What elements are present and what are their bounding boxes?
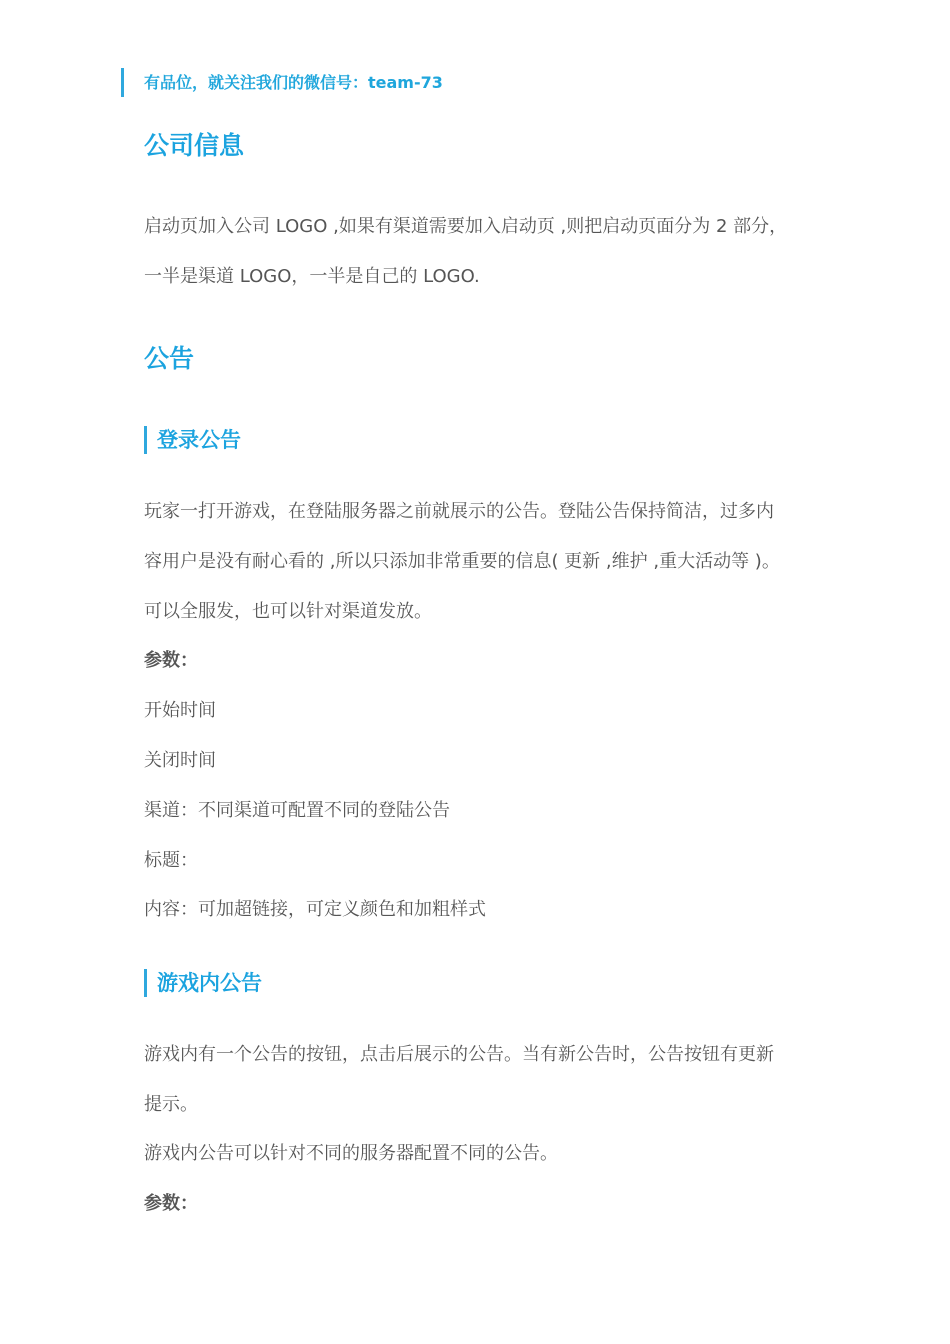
company-info-heading: 公司信息 <box>144 131 245 160</box>
login-notice-line-2: 容用户是没有耐心看的 ,所以只添加非常重要的信息( 更新 ,维护 ,重大活动等 )。 <box>144 551 780 572</box>
ingame-notice-line-3: 游戏内公告可以针对不同的服务器配置不同的公告。 <box>144 1143 558 1164</box>
login-param-start-time: 开始时间 <box>144 700 216 721</box>
company-info-line-1: 启动页加入公司 LOGO ,如果有渠道需要加入启动页 ,则把启动页面分为 2 部分， <box>144 216 788 237</box>
ingame-notice-line-2: 提示。 <box>144 1094 198 1115</box>
top-note-bar <box>121 68 124 97</box>
ingame-notice-line-1: 游戏内有一个公告的按钮，点击后展示的公告。当有新公告时，公告按钮有更新 <box>144 1044 774 1065</box>
login-params-label: 参数： <box>144 650 198 671</box>
login-param-content: 内容：可加超链接，可定义颜色和加粗样式 <box>144 899 486 920</box>
login-param-close-time: 关闭时间 <box>144 750 216 771</box>
ingame-notice-heading-bar <box>144 969 147 997</box>
login-notice-line-3: 可以全服发，也可以针对渠道发放。 <box>144 601 432 622</box>
login-notice-line-1: 玩家一打开游戏，在登陆服务器之前就展示的公告。登陆公告保持简洁，过多内 <box>144 501 774 522</box>
login-param-title: 标题： <box>144 850 198 871</box>
ingame-params-label: 参数： <box>144 1193 198 1214</box>
top-note: 有品位，就关注我们的微信号：team-73 <box>144 73 443 92</box>
company-info-line-2: 一半是渠道 LOGO，一半是自己的 LOGO. <box>144 266 480 287</box>
login-notice-heading-bar <box>144 426 147 454</box>
login-param-channel: 渠道：不同渠道可配置不同的登陆公告 <box>144 800 450 821</box>
notice-heading: 公告 <box>144 344 195 373</box>
ingame-notice-title: 游戏内公告 <box>157 971 262 995</box>
login-notice-title: 登录公告 <box>157 428 241 452</box>
